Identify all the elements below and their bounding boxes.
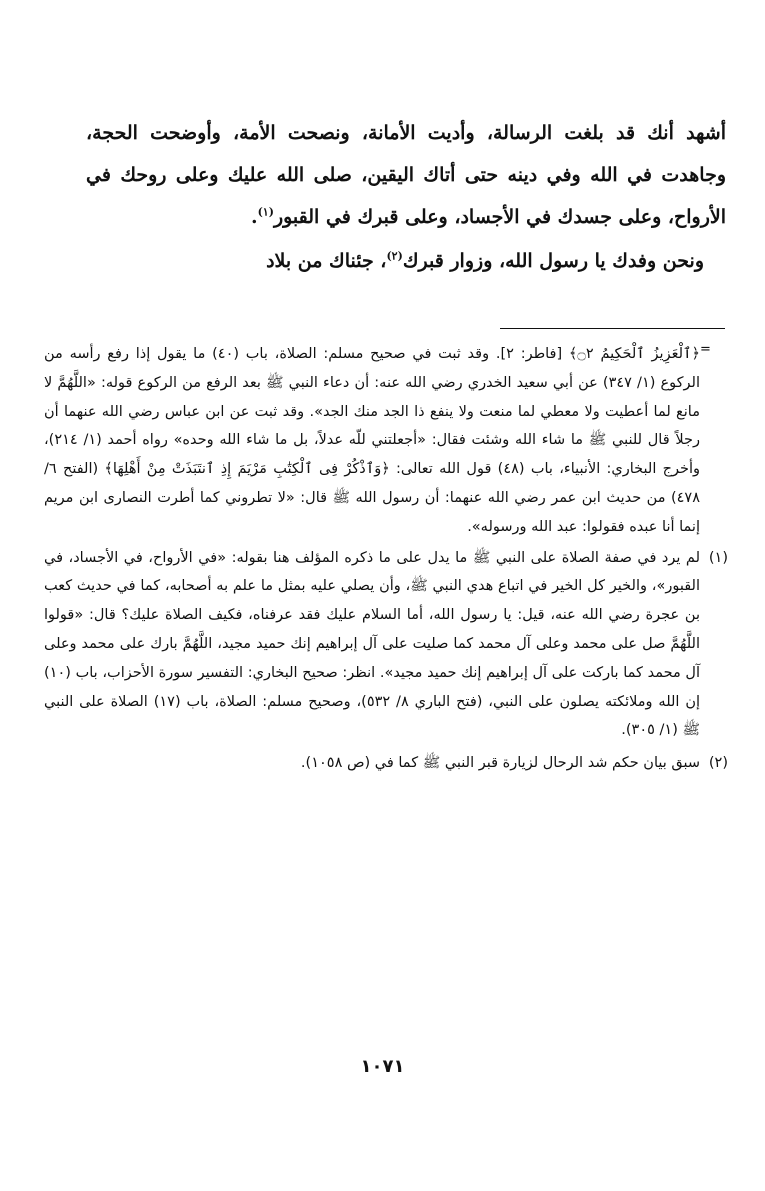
page-number: ١٠٧١ (360, 1056, 405, 1077)
main-text (86, 112, 726, 282)
footnote-1-number: (١) (708, 549, 728, 566)
main-paragraph-1-text: أشهد أنك قد بلغت الرسالة، وأديت الأمانة، ونصحت الأمة، وأوضحت الحجة، وجاهدت في الله وفي دينه حتى أتاك اليقين، صلى الله عليك وعلى روحك في الأرواح، وعلى جسدك في الأجساد، وعلى قبرك في القبور (86, 122, 726, 228)
main-paragraph-2-end: ، جئناك من بلاد (266, 250, 387, 272)
main-paragraph-2 (86, 240, 726, 282)
footnote-2-number: (٢) (708, 755, 728, 772)
footnote-ref-2[interactable]: (٢) (386, 249, 403, 263)
footnote-1 (44, 544, 728, 746)
footnote-separator (500, 328, 725, 329)
main-paragraph-2-text: ونحن وفدك يا رسول الله، وزوار قبرك (402, 250, 704, 272)
main-paragraph-1 (86, 112, 726, 238)
continuation-mark: = (700, 342, 711, 357)
footnote-continuation: ﴿ٱلْعَزِيزُ ٱلْحَكِيمُ ۝٢﴾ [فاطر: ٢]. وقد ثبت في صحيح مسلم: الصلاة، باب (٤٠) ما يقول إذا رفع رأسه من الركوع (١/ ٣٤٧) عن أبي سعيد الخدري رضي الله عنه: أن دعاء النبي ﷺ بعد الرفع من الركوع قوله: «اللَّهُمَّ لا مانع لما أعطيت ولا معطي لما منعت ولا ينفع ذا الجد منك الجد». وقد ثبت عن ابن عباس رضي الله عنهما أن رجلاً قال للنبي ﷺ ما شاء الله وشئت فقال: «أجعلتني للّه عدلاً، بل ما شاء الله وحده» رواه أحمد (١/ ٢١٤)، وأخرج البخاري: الأنبياء، باب (٤٨) قول الله تعالى: ﴿وَٱذْكُرْ فِى ٱلْكِتَٰبِ مَرْيَمَ إِذِ ٱنتَبَذَتْ مِنْ أَهْلِهَا﴾ (الفتح ٦/ ٤٧٨) من حديث ابن عمر رضي الله عنهما: أن رسول الله ﷺ قال: «لا تطروني كما أطرت النصارى ابن مريم إنما أنا عبده فقولوا: عبد الله ورسوله». (44, 346, 701, 535)
footnote-1-text: لم يرد في صفة الصلاة على النبي ﷺ ما يدل على ما ذكره المؤلف هنا بقوله: «في الأرواح، في الأجساد، في القبور»، والخير كل الخير في اتباع هدي النبي ﷺ، وأن يصلي عليه بمثل ما علم به أصحابه، كما في حديث كعب بن عجرة رضي الله عنه، قيل: يا رسول الله، أما السلام عليك فقد عرفناه، فكيف الصلاة عليك؟ قال: «قولوا اللَّهُمَّ صل على محمد وعلى آل محمد كما صليت على آل إبراهيم إنك حميد مجيد، اللَّهُمَّ بارك على محمد وعلى آل محمد كما باركت على آل إبراهيم إنك حميد مجيد». انظر: صحيح البخاري: التفسير سورة الأحزاب، باب (١٠) إن الله وملائكته يصلون على النبي، (فتح الباري ٨/ ٥٣٢)، وصحيح مسلم: الصلاة، باب (١٧) الصلاة على النبي ﷺ (١/ ٣٠٥). (44, 549, 701, 739)
main-paragraph-1-end: . (250, 206, 258, 228)
footnote-2-text: سبق بيان حكم شد الرحال لزيارة قبر النبي ﷺ كما في (ص ١٠٥٨). (300, 755, 700, 772)
footnotes (44, 340, 728, 778)
footnote-ref-1[interactable]: (١) (257, 205, 274, 219)
footnote-2 (44, 749, 728, 778)
